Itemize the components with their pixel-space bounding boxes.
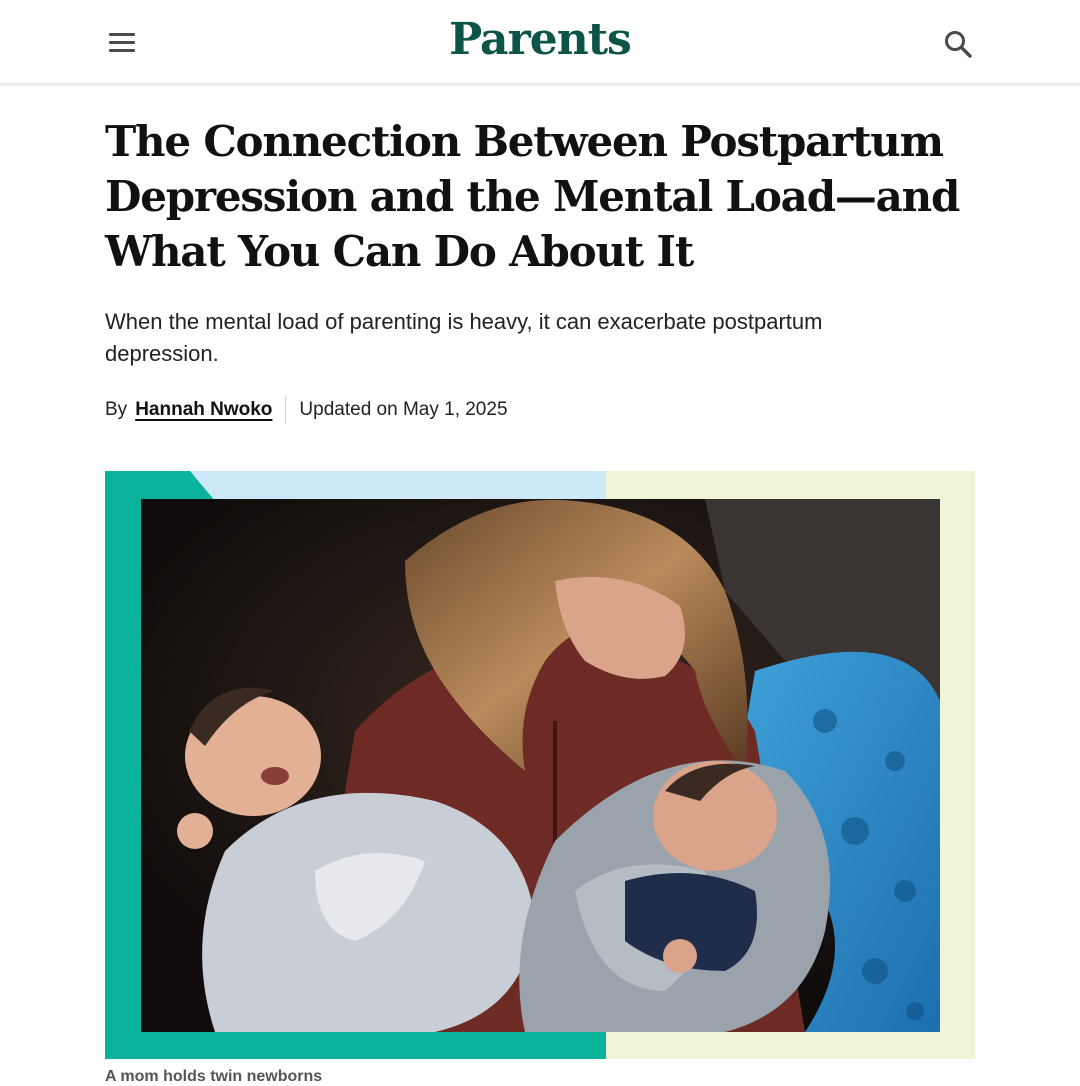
frame-light-blue xyxy=(190,471,606,501)
site-logo[interactable]: Parents xyxy=(449,14,631,65)
photo xyxy=(141,499,940,1032)
site-logo-wrap xyxy=(0,14,1080,65)
title-line: The Connection Between Postpartum xyxy=(105,117,943,166)
site-header xyxy=(0,0,1080,86)
search-button[interactable] xyxy=(938,24,978,64)
menu-button[interactable] xyxy=(102,23,142,63)
article-dek: When the mental load of parenting is heavy, it can exacerbate postpartum depression. xyxy=(105,309,823,366)
search-icon xyxy=(938,24,978,64)
hamburger-menu-icon-bar xyxy=(109,41,135,44)
hero-illustration xyxy=(105,471,975,1059)
byline-divider xyxy=(285,396,286,424)
hamburger-menu-icon-bar xyxy=(109,49,135,52)
author-link[interactable]: Hannah Nwoko xyxy=(135,399,273,420)
article-title xyxy=(105,114,965,279)
updated-date: Updated on May 1, 2025 xyxy=(299,399,508,420)
title-line: What You Can Do About It xyxy=(105,227,694,276)
byline-prefix: By xyxy=(105,399,128,420)
hero-image xyxy=(105,471,975,1059)
title-line: Depression and the Mental Load—and xyxy=(105,172,960,221)
byline xyxy=(105,395,508,425)
image-caption: A mom holds twin newborns xyxy=(105,1068,323,1085)
hamburger-menu-icon xyxy=(109,33,135,36)
